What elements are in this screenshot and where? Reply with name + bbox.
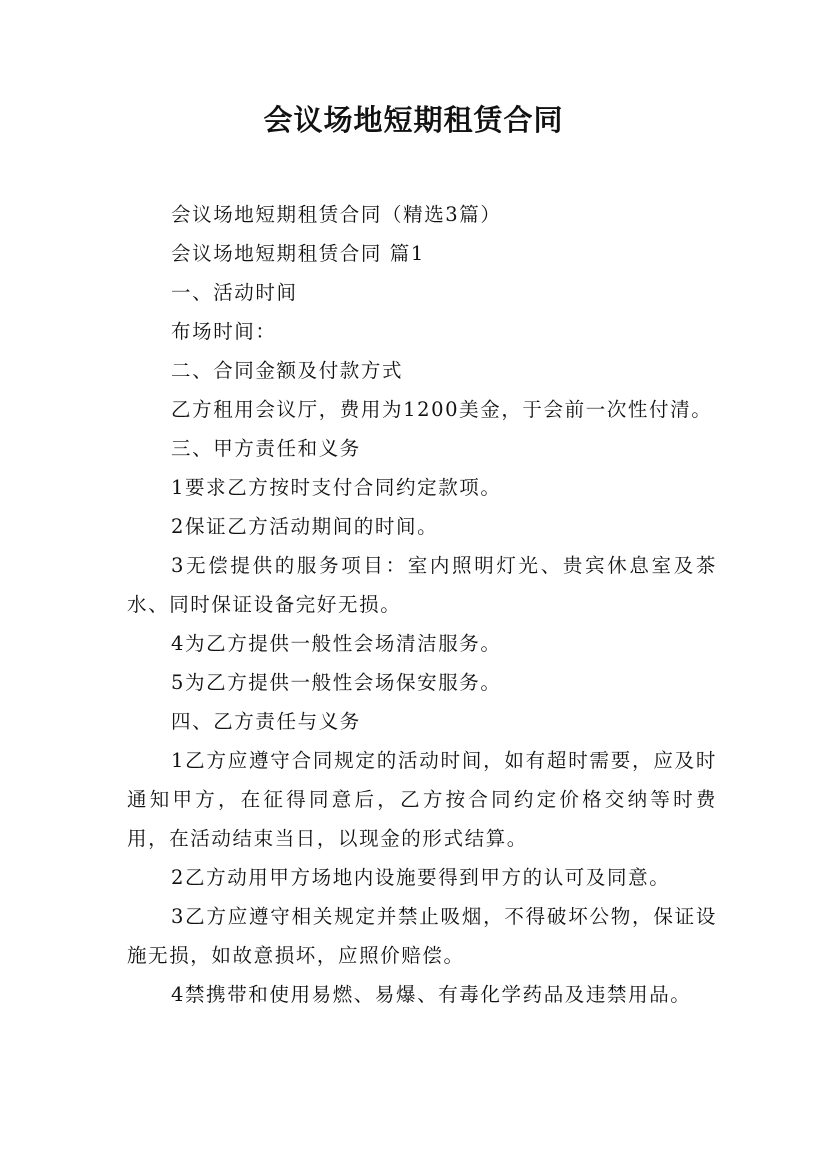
paragraph-party-a-1: 1要求乙方按时支付合同约定款项。 [171, 476, 502, 499]
paragraph-party-a-4: 4为乙方提供一般性会场清洁服务。 [171, 632, 502, 655]
section-heading-activity-time: 一、活动时间 [171, 281, 298, 304]
paragraph-party-a-5: 5为乙方提供一般性会场保安服务。 [171, 671, 502, 694]
paragraph-party-b-4: 4禁携带和使用易燃、易爆、有毒化学药品及违禁用品。 [171, 983, 692, 1006]
paragraph-fee: 乙方租用会议厅，费用为1200美金，于会前一次性付清。 [171, 398, 713, 421]
paragraph-heading: 会议场地短期租赁合同（精选3篇） [171, 203, 502, 226]
document-body [127, 195, 717, 1014]
paragraph-party-b-2: 2乙方动用甲方场地内设施要得到甲方的认可及同意。 [171, 866, 671, 889]
section-heading-party-a: 三、甲方责任和义务 [171, 437, 361, 460]
paragraph-setup-time: 布场时间： [171, 320, 277, 343]
paragraph-party-a-2: 2保证乙方活动期间的时间。 [171, 515, 439, 538]
paragraph-party-a-3: 3无偿提供的服务项目：室内照明灯光、贵宾休息室及茶水、同时保证设备完好无损。 [127, 554, 717, 616]
section-heading-party-b: 四、乙方责任与义务 [171, 710, 361, 733]
section-heading-amount-payment: 二、合同金额及付款方式 [171, 359, 404, 382]
paragraph-subheading: 会议场地短期租赁合同 篇1 [171, 242, 425, 265]
document-title: 会议场地短期租赁合同 [263, 103, 564, 137]
paragraph-party-b-1: 1乙方应遵守合同规定的活动时间，如有超时需要，应及时通知甲方，在征得同意后，乙方按合同约定价格交纳等时费用，在活动结束当日，以现金的形式结算。 [127, 749, 717, 850]
paragraph-party-b-3: 3乙方应遵守相关规定并禁止吸烟，不得破坏公物，保证设施无损，如故意损坏，应照价赔偿。 [127, 905, 717, 967]
